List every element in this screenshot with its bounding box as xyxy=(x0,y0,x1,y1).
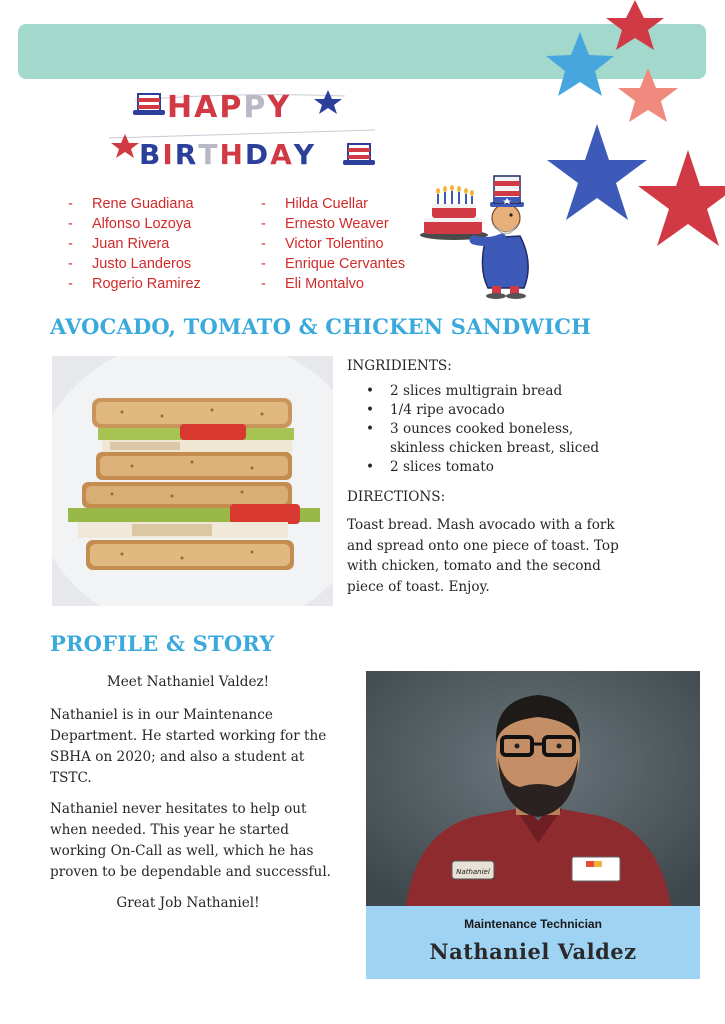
birthday-name: Ernesto Weaver xyxy=(285,216,389,232)
star-icon xyxy=(314,90,342,114)
list-item xyxy=(68,214,201,234)
birthday-names-column-1 xyxy=(68,194,201,294)
birthday-name: Alfonso Lozoya xyxy=(92,216,192,232)
banner-letter: A xyxy=(194,90,220,125)
sandwich-photo xyxy=(52,356,333,606)
directions-text: Toast bread. Mash avocado with a fork and spread onto one piece of toast. Top with chicken, tomato and the second piece of toast. Enjoy. xyxy=(347,517,619,595)
banner-letter: A xyxy=(270,138,294,171)
birthday-names-column-2 xyxy=(261,194,405,294)
list-bullet: • xyxy=(366,402,375,418)
list-bullet: - xyxy=(68,236,73,252)
star-icon xyxy=(638,150,725,246)
recipe-title: AVOCADO, TOMATO & CHICKEN SANDWICH xyxy=(50,314,592,339)
list-item xyxy=(261,194,405,214)
list-bullet: - xyxy=(68,276,73,292)
profile-story xyxy=(50,672,350,914)
portrait-caption xyxy=(366,906,700,979)
list-item xyxy=(68,234,201,254)
list-bullet: - xyxy=(261,236,266,252)
ingredient: 2 slices multigrain bread xyxy=(390,383,563,399)
employee-portrait xyxy=(366,671,700,906)
banner-letter: D xyxy=(244,138,271,171)
shirt-patch: Nathaniel xyxy=(456,868,490,876)
profile-paragraph-1: Nathaniel is in our Maintenance Department. He started working for the SBHA on 2020; and also a student at TSTC. xyxy=(50,707,327,786)
birthday-banner xyxy=(105,86,385,186)
list-item xyxy=(68,254,201,274)
uncle-sam-hat-icon xyxy=(490,176,524,207)
uncle-sam-illustration xyxy=(416,168,556,300)
list-bullet: • xyxy=(366,383,375,399)
list-bullet: - xyxy=(68,196,73,212)
profile-title: PROFILE & STORY xyxy=(50,631,275,656)
list-item xyxy=(261,214,405,234)
list-bullet: - xyxy=(68,256,73,272)
list-item xyxy=(68,274,201,294)
uncle-sam-hat-icon xyxy=(133,94,165,115)
ingredients-label: INGRIDIENTS: xyxy=(347,358,452,374)
list-bullet: • xyxy=(366,459,375,475)
banner-letter: I xyxy=(162,138,175,171)
list-item xyxy=(261,254,405,274)
banner-happy xyxy=(167,90,291,125)
list-item xyxy=(366,382,677,401)
list-bullet: - xyxy=(261,216,266,232)
star-icon xyxy=(547,124,647,220)
list-bullet: - xyxy=(261,276,266,292)
profile-greeting: Meet Nathaniel Valdez! xyxy=(106,674,270,690)
list-bullet: - xyxy=(261,196,266,212)
list-item xyxy=(366,420,610,458)
caption-role: Maintenance Technician xyxy=(464,917,602,931)
caption-name: Nathaniel Valdez xyxy=(429,939,637,964)
banner-letter: T xyxy=(198,138,220,171)
profile-closing: Great Job Nathaniel! xyxy=(116,895,260,911)
banner-letter: P xyxy=(219,90,244,125)
ingredient: 3 ounces cooked boneless, skinless chicken breast, sliced xyxy=(390,421,600,456)
sandwich-illustration xyxy=(52,356,333,606)
birthday-name: Victor Tolentino xyxy=(285,236,384,252)
portrait-illustration xyxy=(366,671,700,906)
recipe-content xyxy=(347,356,677,597)
header-band xyxy=(18,24,706,79)
list-item xyxy=(68,194,201,214)
banner-letter: H xyxy=(219,138,245,171)
banner-letter: P xyxy=(243,90,268,125)
birthday-name: Rene Guadiana xyxy=(92,196,194,212)
list-bullet: - xyxy=(68,216,73,232)
ingredient: 2 slices tomato xyxy=(390,459,494,475)
uncle-sam-hat-icon xyxy=(343,144,375,165)
banner-letter: B xyxy=(139,138,163,171)
list-item xyxy=(261,274,405,294)
banner-letter: Y xyxy=(267,90,292,125)
list-bullet: - xyxy=(261,256,266,272)
birthday-name: Enrique Cervantes xyxy=(285,256,406,272)
birthday-name: Justo Landeros xyxy=(92,256,192,272)
banner-letter: R xyxy=(174,138,199,171)
banner-letter: Y xyxy=(293,138,317,171)
birthday-name: Hilda Cuellar xyxy=(285,196,369,212)
birthday-cake-icon xyxy=(420,185,488,240)
birthday-name: Rogerio Ramirez xyxy=(92,276,201,292)
profile-paragraph-2: Nathaniel never hesitates to help out when needed. This year he started working On-Call as well, which he has proven to be dependable and successful. xyxy=(50,801,331,880)
ingredients-list xyxy=(347,382,677,477)
directions-label: DIRECTIONS: xyxy=(347,489,446,505)
birthday-name: Juan Rivera xyxy=(92,236,170,252)
banner-letter: H xyxy=(167,90,195,125)
birthday-name: Eli Montalvo xyxy=(285,276,364,292)
list-item xyxy=(366,458,677,477)
banner-birthday xyxy=(139,138,316,171)
list-item xyxy=(366,401,677,420)
list-item xyxy=(261,234,405,254)
ingredient: 1/4 ripe avocado xyxy=(390,402,505,418)
list-bullet: • xyxy=(366,421,375,437)
